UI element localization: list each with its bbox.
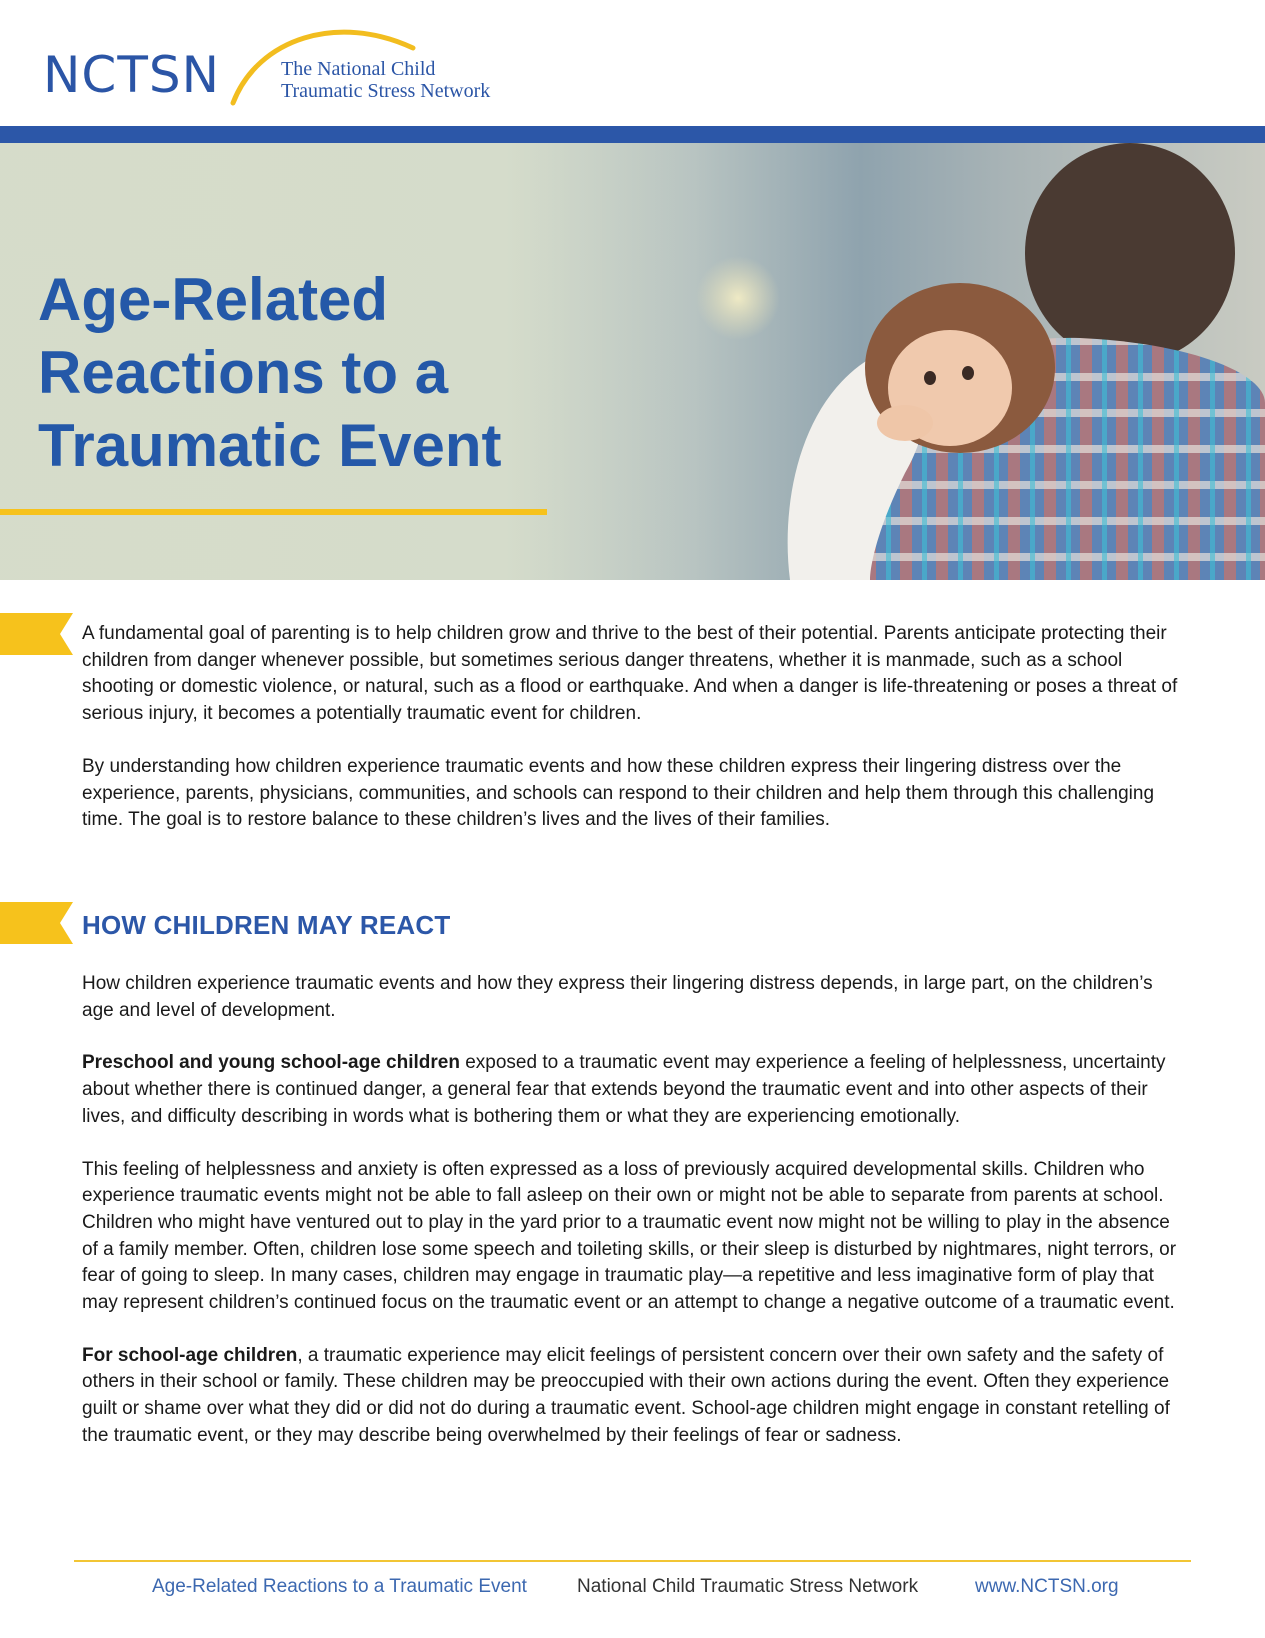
yellow-flag-icon — [0, 902, 73, 944]
intro-section — [82, 621, 1182, 834]
body-paragraph: For school-age children, a traumatic experience may elicit feelings of persistent concern over their own safety and the safety of others in their school or family. These children may be preoccupied with their own actions during the event. Often they experience guilt or shame over what they did or did not do during a traumatic event. School-age children might engage in constant retelling of the traumatic event, or they may describe being overwhelmed by their feelings of fear or sadness. — [82, 1344, 1170, 1446]
body-paragraph: How children experience traumatic events and how they express their lingering distress depends, in large part, on the children’s age and level of development. — [82, 973, 1153, 1021]
title-underline — [0, 509, 547, 515]
reactions-section — [82, 971, 1182, 1450]
body-paragraph: Preschool and young school-age children exposed to a traumatic event may experience a feeling of helplessness, uncertainty about whether there is continued danger, a general fear that extends beyond the traumatic event and into other aspects of their lives, and difficulty describing in words what is bothering them or what they are experiencing emotionally. — [82, 1052, 1166, 1127]
section-heading: HOW CHILDREN MAY REACT — [82, 910, 451, 940]
bold-lead: For school-age children — [82, 1344, 298, 1366]
page-title: Age-Related Reactions to a Traumatic Event — [38, 266, 502, 479]
hero-banner — [0, 143, 1265, 580]
logo-tagline: The National Child Traumatic Stress Network — [281, 58, 491, 102]
header-divider-bar — [0, 126, 1265, 143]
intro-paragraph: A fundamental goal of parenting is to help children grow and thrive to the best of their potential. Parents anticipate protecting their children from danger whenever possible, but sometimes serious danger threatens, whether it is manmade, such as a school shooting or domestic violence, or natural, such as a flood or earthquake. And when a danger is life-threatening or poses a threat of serious injury, it becomes a potentially traumatic event for children. — [82, 623, 1178, 725]
nctsn-logo: NCTSN — [43, 46, 220, 104]
footer-website-link[interactable]: www.NCTSN.org — [975, 1576, 1119, 1597]
footer — [0, 1576, 1265, 1606]
yellow-flag-icon — [0, 613, 73, 655]
intro-paragraph: By understanding how children experience traumatic events and how these children express their lingering distress over the experience, parents, physicians, communities, and schools can respond to their children and help them through this challenging time. The goal is to restore balance to these children’s lives and the lives of their families. — [82, 755, 1155, 831]
footer-divider — [74, 1560, 1191, 1562]
footer-doc-title: Age-Related Reactions to a Traumatic Event — [152, 1576, 527, 1597]
body-paragraph: This feeling of helplessness and anxiety is often expressed as a loss of previously acquired developmental skills. Children who experience traumatic events might not be able to fall asleep on their own or might not be able to separate from parents at school. Children who might have ventured out to play in the yard prior to a traumatic event now might not be willing to play in the absence of a family member. Often, children lose some speech and toileting skills, or their sleep is disturbed by nightmares, night terrors, or fear of going to sleep. In many cases, children may engage in traumatic play—a repetitive and less imaginative form of play that may represent children’s continued focus on the traumatic event or an attempt to change a negative outcome of a traumatic event. — [82, 1158, 1177, 1314]
footer-org-name: National Child Traumatic Stress Network — [577, 1576, 919, 1597]
bold-lead: Preschool and young school-age children — [82, 1052, 460, 1074]
header — [0, 0, 1265, 126]
